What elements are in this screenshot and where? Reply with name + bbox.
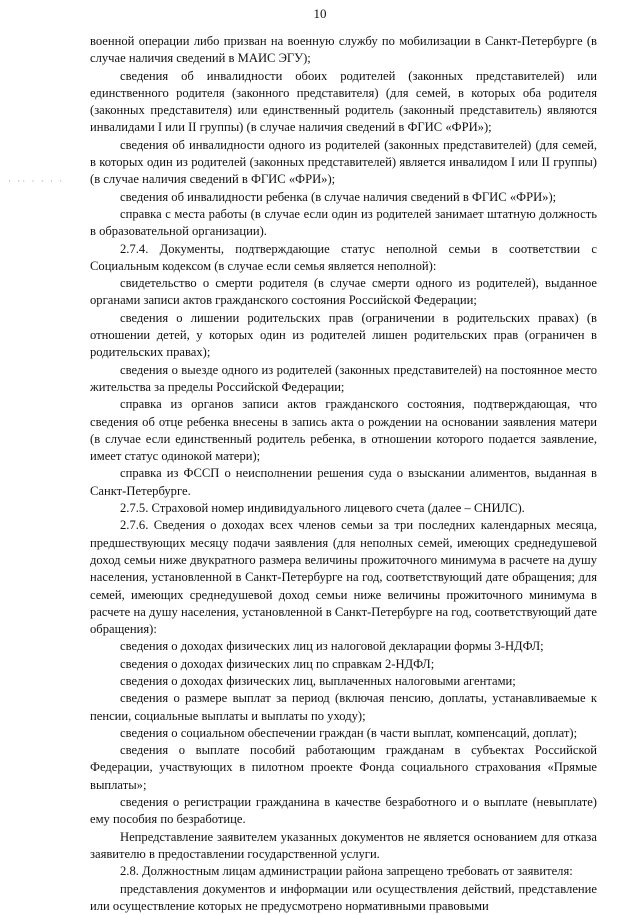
paragraph: сведения о выезде одного из родителей (законных представителей) на постоянное место жительства за пределы Российской Федерации; <box>90 362 597 394</box>
paragraph: военной операции либо призван на военную службу по мобилизации в Санкт-Петербурге (в случае наличия сведений в МАИС ЭГУ); <box>90 34 597 66</box>
paragraph: 2.7.6. Сведения о доходах всех членов семьи за три последних календарных месяца, предшествующих месяцу подачи заявления (для неполных семей, имеющих среднедушевой доход семьи ниже двукратного размера величины прожиточного минимума в расчете на душу населения, установленной в Санкт-Петербурге на год, соответствующий дате обращения; для семей, имеющих среднедушевой доход семьи ниже величины прожиточного минимума в расчете на душу населения, установленной в Санкт-Петербурге на год, соответствующий дате обращения): <box>90 518 597 637</box>
paragraph: свидетельство о смерти родителя (в случае смерти одного из родителей), выданное органами записи актов гражданского состояния Российской Федерации; <box>90 276 597 308</box>
document-body <box>90 33 597 915</box>
paragraph: справка из органов записи актов гражданского состояния, подтверждающая, что сведения об отце ребенка внесены в запись акта о рождении на основании заявления матери (в случае если единственный родитель ребенка, в отношении которого подается заявление, имеет статус одинокой матери); <box>90 397 597 464</box>
paragraph: справка из ФССП о неисполнении решения суда о взыскании алиментов, выданная в Санкт-Петербурге. <box>90 466 597 498</box>
paragraph: сведения о лишении родительских прав (ограничении в родительских правах) (в отношении детей, у которых один из родителей лишен родительских прав (ограничен в родительских правах); <box>90 310 597 360</box>
paragraph: сведения о доходах физических лиц из налоговой декларации формы 3-НДФЛ; <box>120 639 544 654</box>
paragraph: Непредставление заявителем указанных документов не является основанием для отказа заявителю в предоставлении государственной услуги. <box>90 829 597 861</box>
scan-artifact: · ·· · · · · <box>8 176 65 186</box>
paragraph: 2.8. Должностным лицам администрации района запрещено требовать от заявителя: <box>120 864 573 879</box>
paragraph: сведения об инвалидности одного из родителей (законных представителей) (для семей, в которых один из родителей (законных представителей) является инвалидом I или II группы) (в случае наличия сведений в ФГИС «ФРИ»); <box>90 137 597 187</box>
paragraph: представления документов и информации или осуществления действий, представление или осуществление которых не предусмотрено нормативными правовыми <box>90 881 597 913</box>
paragraph: сведения о доходах физических лиц по справкам 2-НДФЛ; <box>120 656 435 671</box>
paragraph: сведения об инвалидности ребенка (в случае наличия сведений в ФГИС «ФРИ»); <box>120 189 557 204</box>
paragraph: сведения о размере выплат за период (включая пенсию, доплаты, устанавливаемые к пенсии, социальные выплаты и выплаты по уходу); <box>90 691 597 723</box>
paragraph: сведения о доходах физических лиц, выплаченных налоговыми агентами; <box>120 673 516 688</box>
paragraph: сведения о выплате пособий работающим гражданам в субъектах Российской Федерации, участвующих в пилотном проекте Фонда социального страхования «Прямые выплаты»; <box>90 743 597 792</box>
page-number: 10 <box>313 6 327 21</box>
paragraph: сведения о социальном обеспечении граждан (в части выплат, компенсаций, доплат); <box>120 725 578 740</box>
paragraph: сведения о регистрации гражданина в качестве безработного и о выплате (невыплате) ему пособия по безработице. <box>90 795 597 827</box>
paragraph: 2.7.5. Страховой номер индивидуального лицевого счета (далее – СНИЛС). <box>120 501 525 516</box>
paragraph: сведения об инвалидности обоих родителей (законных представителей) или единственного родителя (законного представителя) (для семей, в которых оба родителя (законных представителя) или единственный родитель (законный представитель) являются инвалидами I или II группы) (в случае наличия сведений в ФГИС «ФРИ»); <box>90 68 597 135</box>
paragraph: 2.7.4. Документы, подтверждающие статус неполной семьи в соответствии с Социальным кодексом (в случае если семья является неполной): <box>90 241 597 273</box>
paragraph: справка с места работы (в случае если один из родителей занимает штатную должность в образовательной организации). <box>90 206 597 239</box>
